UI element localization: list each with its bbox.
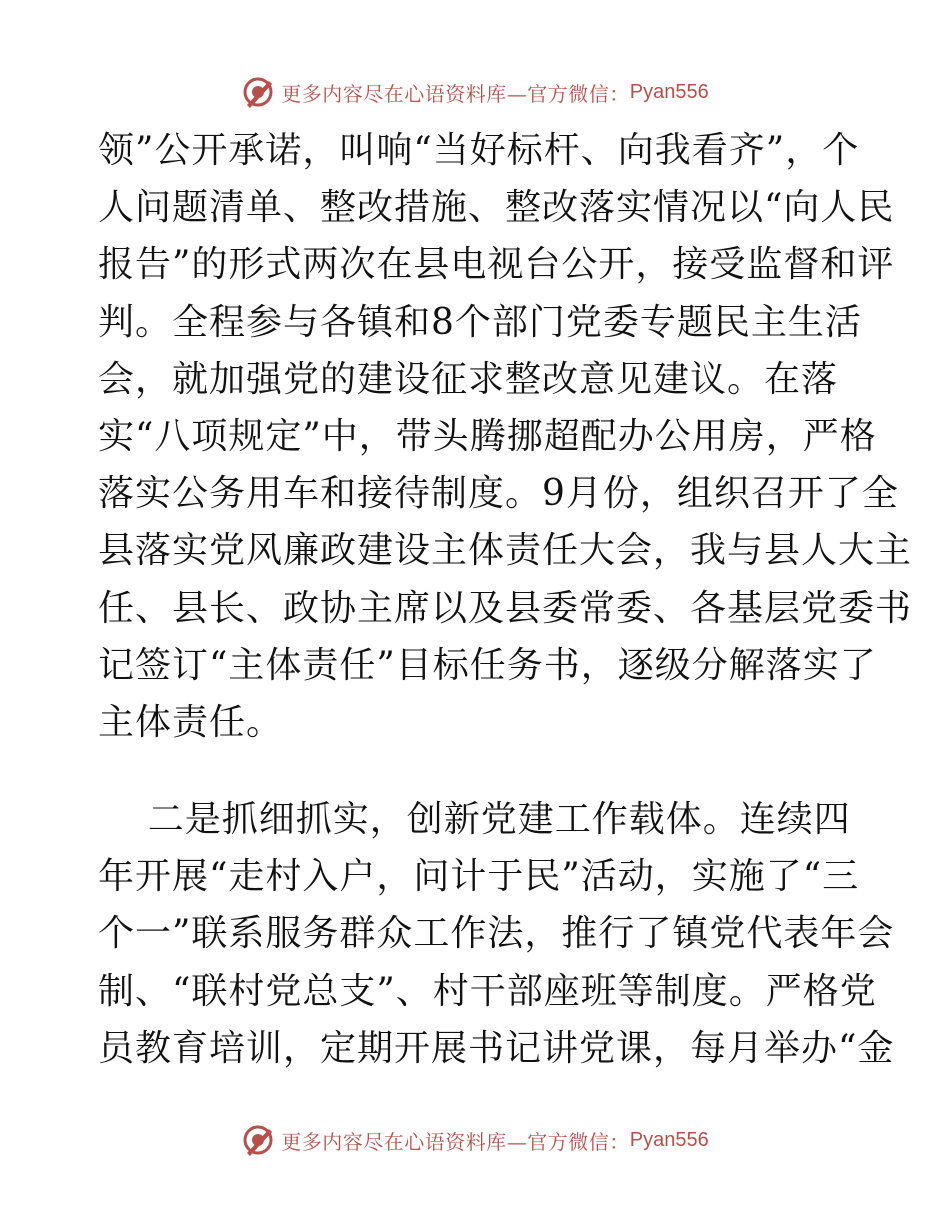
banner-text: 更多内容尽在心语资料库—官方微信：: [281, 1129, 630, 1154]
pen-logo-icon: [241, 75, 275, 109]
text-line: 年开展“走村入户，问计于民”活动，实施了“三: [98, 856, 860, 898]
text-line: 实“八项规定”中，带头腾挪超配办公用房，严格: [98, 415, 877, 457]
text-line: 判。全程参与各镇和8个部门党委专题民主生活: [98, 301, 862, 343]
pen-logo-icon: [241, 1123, 275, 1157]
footer-banner: [0, 1120, 950, 1160]
text-line: 主体责任。: [98, 701, 284, 743]
text-line: 领”公开承诺，叫响“当好标杆、向我看齐”，个: [98, 130, 860, 171]
paragraph-gap: [98, 751, 858, 791]
text-line: 县落实党风廉政建设主体责任大会，我与县人大主: [98, 530, 913, 572]
text-line: 人问题清单、整改措施、整改落实情况以“向人民: [98, 187, 895, 229]
banner-text: 更多内容尽在心语资料库—官方微信：: [281, 81, 630, 106]
text-line: 记签订“主体责任”目标任务书，逐级分解落实了: [98, 644, 877, 686]
banner-brand: Pyan556: [629, 80, 709, 103]
text-line: 任、县长、政协主席以及县委常委、各基层党委书: [98, 587, 913, 629]
banner-brand: Pyan556: [629, 1128, 709, 1151]
header-banner: [0, 72, 950, 112]
text-line: 员教育培训，定期开展书记讲党课，每月举办“金: [98, 1027, 895, 1069]
document-body: [98, 122, 913, 1077]
text-line: 会，就加强党的建设征求整改意见建议。在落: [98, 358, 839, 400]
text-line: 制、“联村党总支”、村干部座班等制度。严格党: [98, 970, 877, 1012]
text-line: 二是抓细抓实，创新党建工作载体。连续四: [98, 799, 851, 841]
text-line: 报告”的形式两次在县电视台公开，接受监督和评: [98, 244, 895, 286]
text-line: 个一”联系服务群众工作法，推行了镇党代表年会: [98, 913, 895, 955]
text-line: 落实公务用车和接待制度。9月份，组织召开了全: [98, 473, 899, 515]
